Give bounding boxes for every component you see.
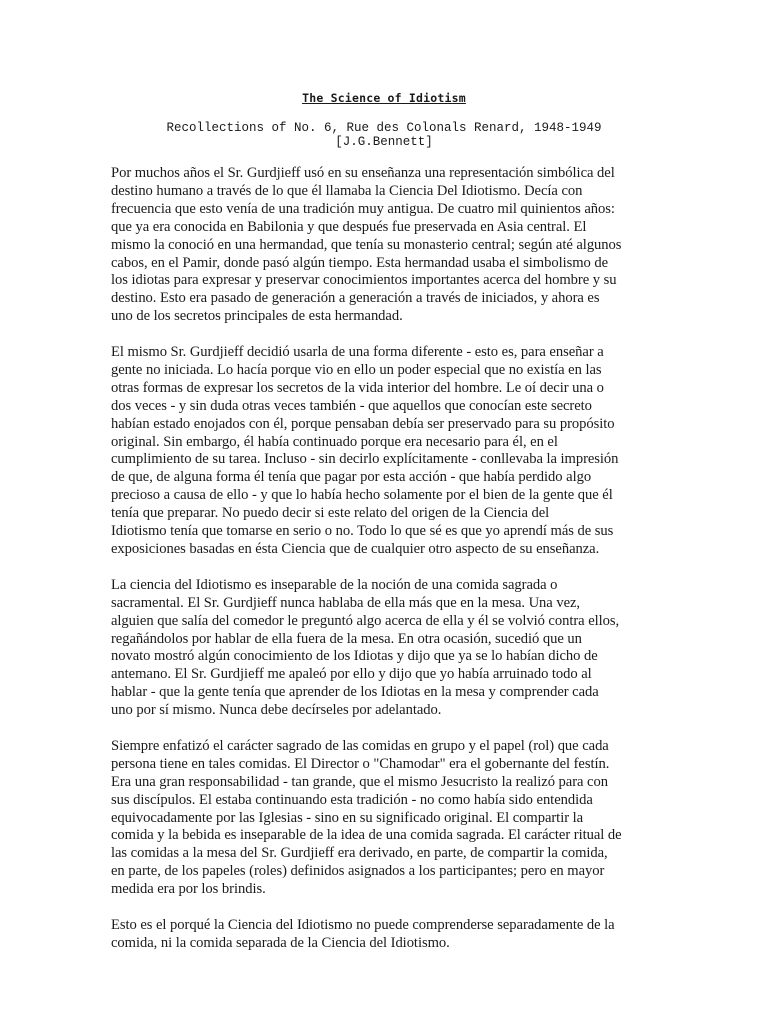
paragraph-line: equivocadamente por las Iglesias - sino en su significado original. El compartir la	[111, 809, 584, 826]
paragraph-line: mismo la conoció en una hermandad, que tenía su monasterio central; según até algunos	[111, 236, 622, 253]
paragraph-line: Era una gran responsabilidad - tan grande, que el mismo Jesucristo la realizó para con	[111, 773, 608, 790]
paragraph-line: destino humano a través de lo que él llamaba la Ciencia Del Idiotismo. Decía con	[111, 182, 583, 199]
paragraph-line: tenía que preparar. No puedo decir si este relato del origen de la Ciencia del	[111, 505, 550, 522]
paragraph-2	[111, 344, 663, 559]
paragraph-3	[111, 577, 663, 720]
paragraph-line: El mismo Sr. Gurdjieff decidió usarla de una forma diferente - esto es, para enseñar a	[111, 344, 604, 361]
paragraph-line: exposiciones basadas en ésta Ciencia que de cualquier otro aspecto de su enseñanza.	[111, 541, 600, 558]
paragraph-line: sus discípulos. El estaba continuando esta tradición - no como había sido entendida	[111, 791, 593, 808]
paragraph-line: hablar - que la gente tenía que aprender de los Idiotas en la mesa y comprender cada	[111, 684, 599, 701]
document-body	[111, 165, 663, 971]
document-subtitle	[0, 121, 768, 149]
paragraph-4	[111, 738, 663, 899]
paragraph-line: precioso a causa de ello - y que lo había hecho solamente por el bien de la gente que él	[111, 487, 613, 504]
paragraph-line: de que, de alguna forma él tenía que pagar por esta acción - que había perdido algo	[111, 469, 592, 486]
paragraph-line: Idiotismo tenía que tomarse en serio o no. Todo lo que sé es que yo aprendí más de sus	[111, 523, 614, 540]
paragraph-line: uno por sí mismo. Nunca debe decírseles por adelantado.	[111, 702, 442, 719]
paragraph-line: medida era por los brindis.	[111, 881, 266, 898]
paragraph-5	[111, 917, 663, 953]
paragraph-line: cumplimiento de su tarea. Incluso - sin decirlo explícitamente - conllevaba la impresión	[111, 451, 619, 468]
paragraph-line: regañándolos por hablar de ella fuera de la mesa. En otra ocasión, sucedió que un	[111, 630, 582, 647]
paragraph-line: destino. Esto era pasado de generación a generación a través de iniciados, y ahora es	[111, 290, 600, 307]
paragraph-line: otras formas de expresar los secretos de la vida interior del hombre. Le oí decir una o	[111, 379, 604, 396]
paragraph-line: que ya era conocida en Babilonia y que después fue preservada en Asia central. El	[111, 218, 587, 235]
paragraph-line: gente no iniciada. Lo hacía porque vio en ello un poder especial que no existía en las	[111, 361, 602, 378]
paragraph-line: uno de los secretos principales de esta hermandad.	[111, 308, 403, 325]
paragraph-line: original. Sin embargo, él había continuado porque era necesario para él, en el	[111, 433, 558, 450]
paragraph-line: comida, ni la comida separada de la Ciencia del Idiotismo.	[111, 934, 450, 951]
paragraph-line: las comidas a la mesa del Sr. Gurdjieff era derivado, en parte, de compartir la comida,	[111, 845, 608, 862]
paragraph-line: alguien que salía del comedor le preguntó algo acerca de ella y él se volvió contra ellos,	[111, 612, 620, 629]
paragraph-line: sacramental. El Sr. Gurdjieff nunca hablaba de ella más que en la mesa. Una vez,	[111, 594, 581, 611]
paragraph-line: La ciencia del Idiotismo es inseparable de la noción de una comida sagrada o	[111, 576, 558, 593]
paragraph-line: cabos, en el Pamir, donde pasó algún tiempo. Esta hermandad usaba el simbolismo de	[111, 254, 609, 271]
document-title: The Science of Idiotism	[302, 91, 466, 105]
paragraph-line: novato mostró algún conocimiento de los Idiotas y dijo que ya se lo habían dicho de	[111, 648, 598, 665]
paragraph-line: en parte, de los papeles (roles) definidos asignados a los participantes; pero en mayor	[111, 863, 605, 880]
subtitle-author-line: [J.G.Bennett]	[335, 135, 433, 149]
paragraph-line: persona tiene en tales comidas. El Director o "Chamodar" era el gobernante del festín.	[111, 755, 610, 772]
paragraph-line: habían estado enojados con él, porque pensaban debía ser preservado para su propósito	[111, 415, 615, 432]
paragraph-line: Esto es el porqué la Ciencia del Idiotismo no puede comprenderse separadamente de la	[111, 917, 615, 933]
paragraph-line: dos veces - y sin duda otras veces también - que aquellos que conocían este secreto	[111, 397, 592, 414]
paragraph-line: los idiotas para expresar y preservar conocimientos importantes acerca del hombre y su	[111, 272, 617, 289]
subtitle-source-line: Recollections of No. 6, Rue des Colonals Renard, 1948-1949	[166, 121, 602, 135]
paragraph-line: frecuencia que esto venía de una tradición muy antigua. De cuatro mil quinientos años:	[111, 200, 615, 217]
paragraph-line: Por muchos años el Sr. Gurdjieff usó en su enseñanza una representación simbólica del	[111, 165, 615, 181]
paragraph-line: antemano. El Sr. Gurdjieff me apaleó por ello y dijo que yo había arruinado todo al	[111, 666, 592, 683]
paragraph-1	[111, 165, 663, 326]
paragraph-line: Siempre enfatizó el carácter sagrado de las comidas en grupo y el papel (rol) que cada	[111, 737, 609, 754]
paragraph-line: comida y la bebida es inseparable de la idea de una comida sagrada. El carácter ritual de	[111, 827, 622, 844]
